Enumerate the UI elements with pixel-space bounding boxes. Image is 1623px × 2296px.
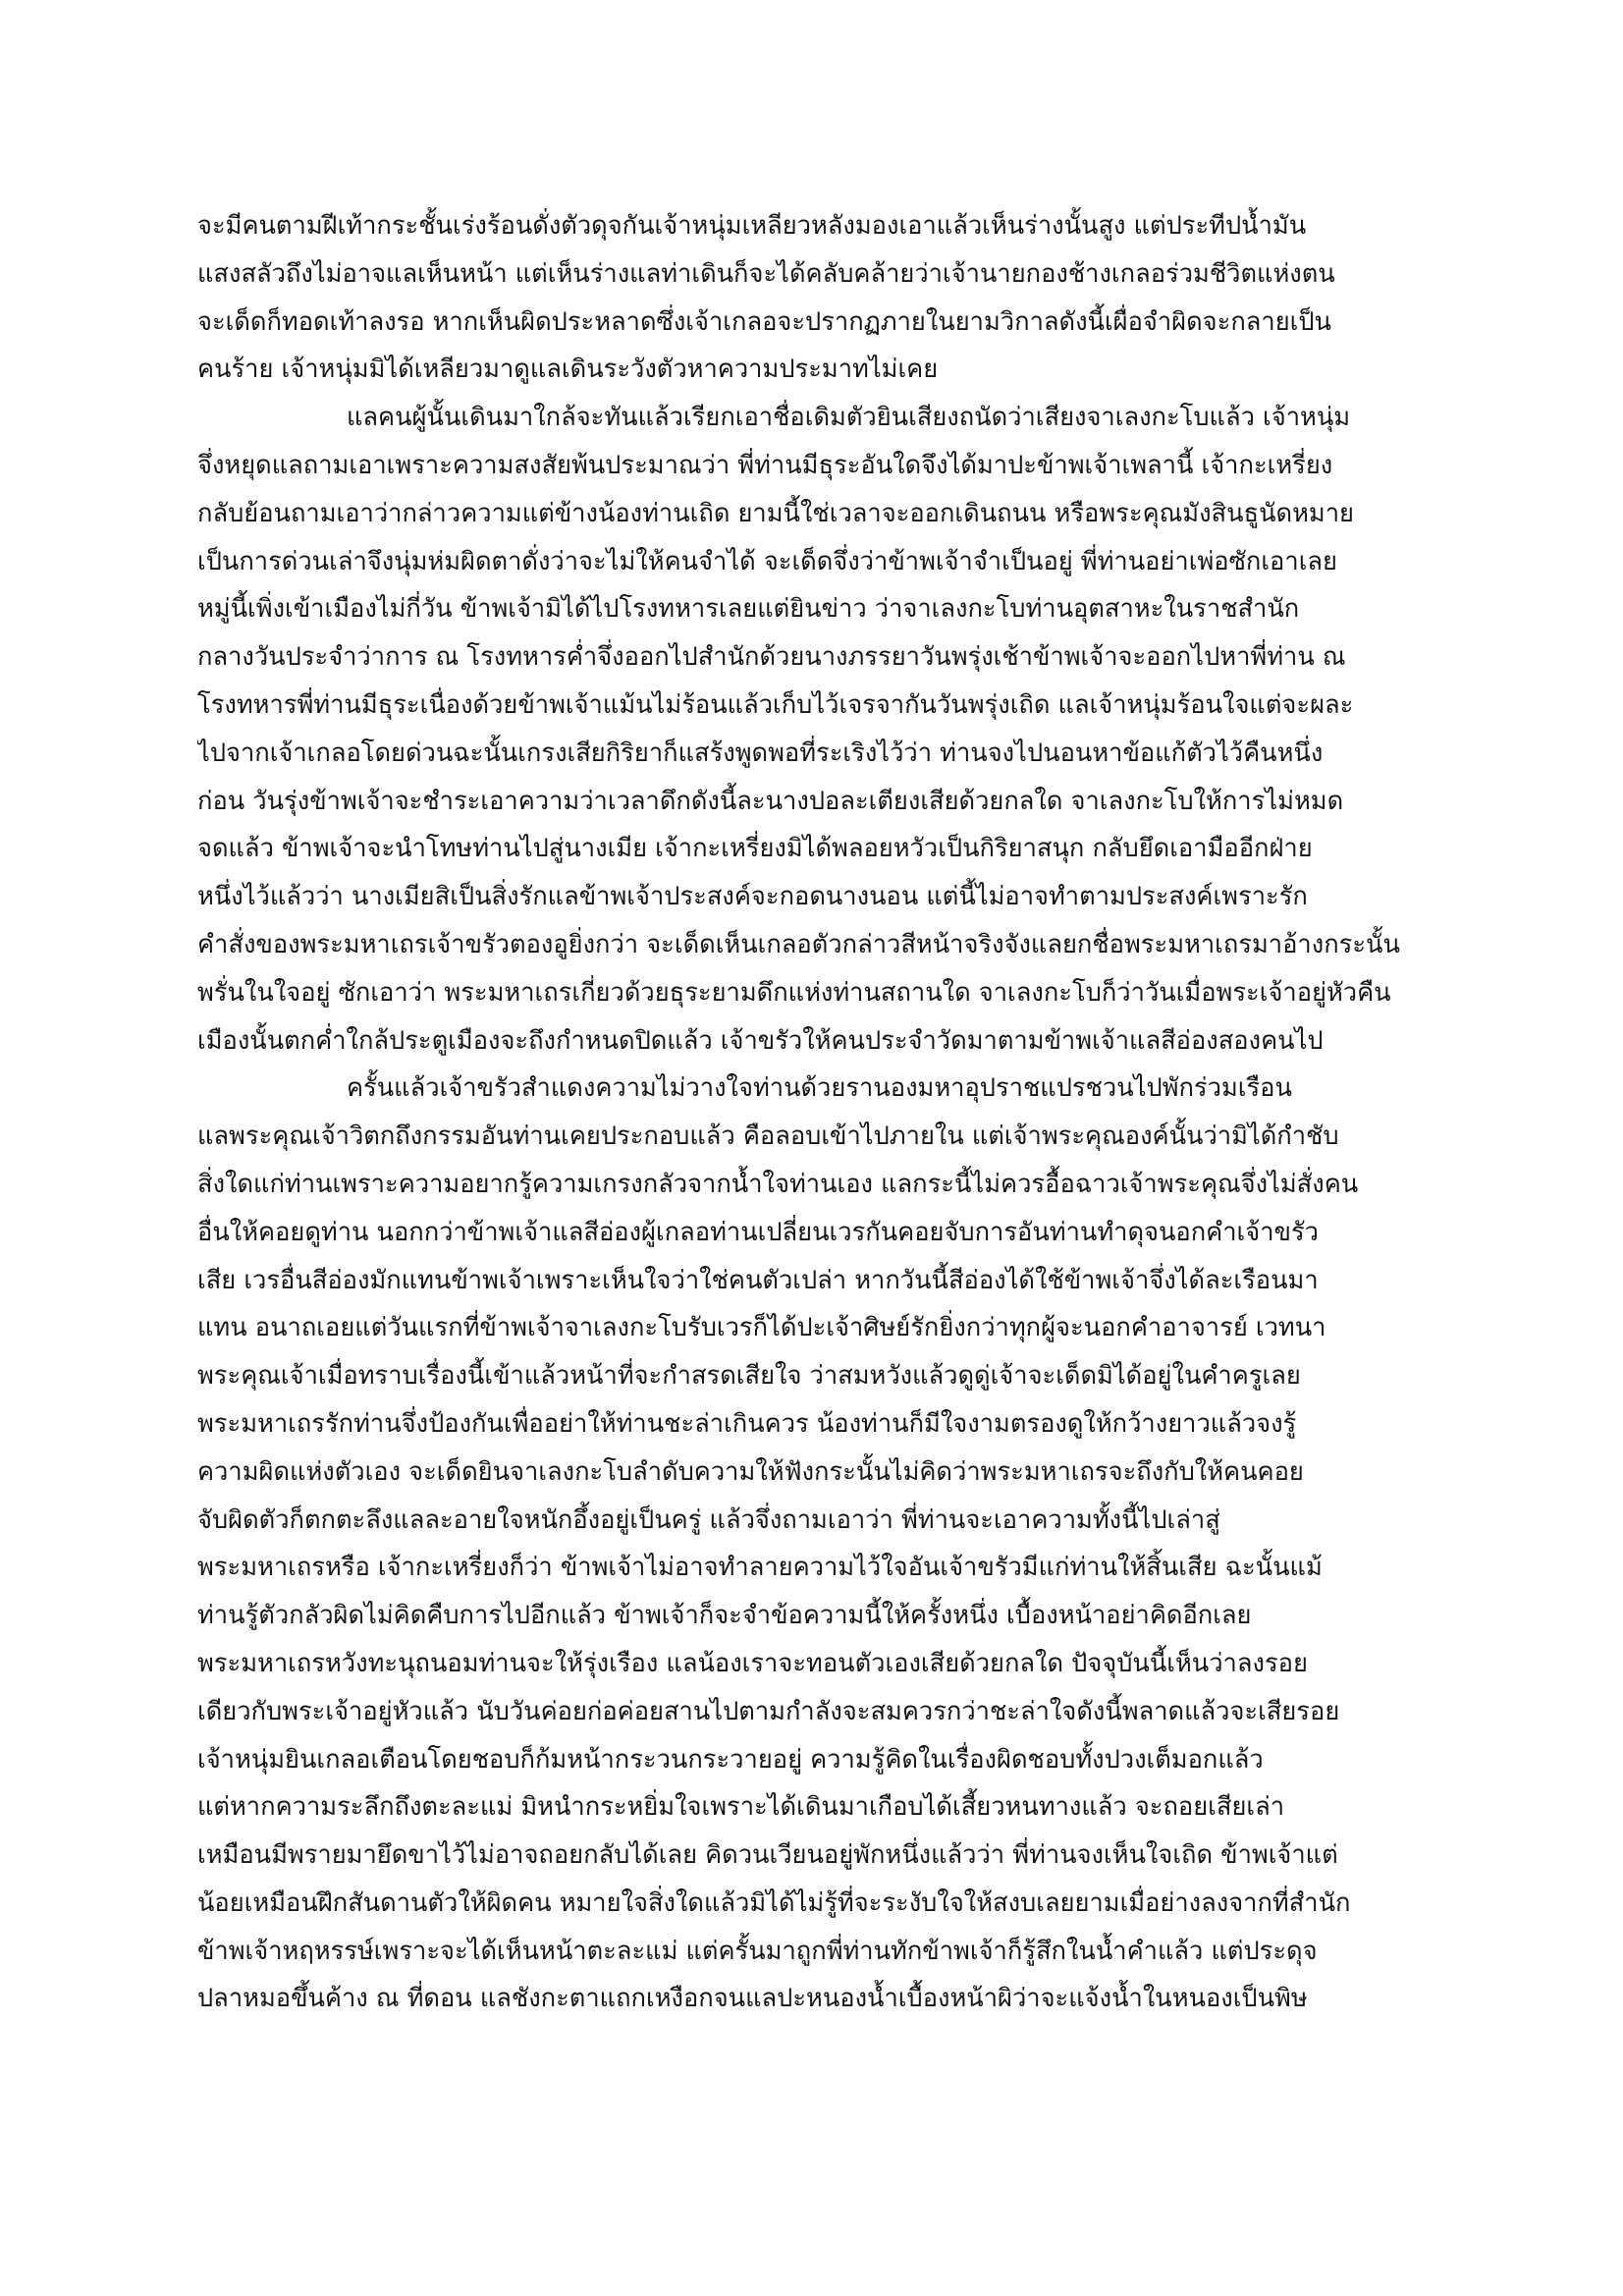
text-line: ความผิดแห่งตัวเอง จะเด็ดยินจาเลงกะโบลำดับความให้ฟังกระนั้นไม่คิดว่าพระมหาเถรจะถึงกับให้คนคอย (197, 1456, 1304, 1487)
text-line: ท่านรู้ตัวกลัวผิดไม่คิดคืบการไปอีกแล้ว ข้าพเจ้าก็จะจำข้อความนี้ให้ครั้งหนึ่ง เบื้องหน้าอย่าคิดอีกเลย (197, 1601, 1252, 1631)
text-line: จดแล้ว ข้าพเจ้าจะนำโทษท่านไปสู่นางเมีย เจ้ากะเหรี่ยงมิได้พลอยหวัวเป็นกิริยาสนุก กลับยึดเอามืออีกฝ่าย (197, 834, 1313, 864)
text-line: จึ่งหยุดแลถามเอาเพราะความสงสัยพ้นประมาณว่า พี่ท่านมีธุระอันใดจึงได้มาปะข้าพเจ้าเพลานี้ เจ้ากะเหรี่ยง (197, 450, 1333, 480)
text-line: น้อยเหมือนฝึกสันดานตัวให้ผิดคน หมายใจสิ่งใดแล้วมิได้ไม่รู้ที่จะระงับใจให้สงบเลยยามเมื่อย่างลงจากที่สำนัก (197, 1887, 1351, 1918)
text-line: คนร้าย เจ้าหนุ่มมิได้เหลียวมาดูแลเดินระวังตัวหาความประมาทไม่เคย (197, 355, 939, 385)
text-line: เมืองนั้นตกค่ำใกล้ประตูเมืองจะถึงกำหนดปิดแล้ว เจ้าขรัวให้คนประจำวัดมาตามข้าพเจ้าแลสีอ่องสองคนไป (197, 1025, 1324, 1056)
text-line: เหมือนมีพรายมายึดขาไว้ไม่อาจถอยกลับได้เลย คิดวนเวียนอยู่พักหนึ่งแล้วว่า พี่ท่านจงเห็นใจเถิด ข้าพเจ้าแต่ (197, 1840, 1338, 1871)
text-line: ข้าพเจ้าหฤหรรษ์เพราะจะได้เห็นหน้าตะละแม่ แต่ครั้นมาถูกพี่ท่านทักข้าพเจ้าก็รู้สึกในน้ำคำแล้ว แต่ประดุจ (197, 1936, 1318, 1966)
text-line: แทน อนาถเอยแต่วันแรกที่ข้าพเจ้าจาเลงกะโบรับเวรก็ได้ปะเจ้าศิษย์รักยิ่งกว่าทุกผู้จะนอกคำอาจารย์ เวทนา (197, 1313, 1326, 1343)
text-line: จับผิดตัวก็ตกตะลึงแลละอายใจหนักอึ้งอยู่เป็นครู่ แล้วจึ่งถามเอาว่า พี่ท่านจะเอาความทั้งนี้ไปเล่าสู่ (197, 1504, 1220, 1535)
text-line: กลางวันประจำว่าการ ณ โรงทหารค่ำจึ่งออกไปสำนักด้วยนางภรรยาวันพรุ่งเช้าข้าพเจ้าจะออกไปหาพี่ท่าน ณ (197, 642, 1346, 673)
text-line: อื่นให้คอยดูท่าน นอกกว่าข้าพเจ้าแลสีอ่องผู้เกลอท่านเปลี่ยนเวรกันคอยจับการอันท่านทำดุจนอกคำเจ้าขรัว (197, 1217, 1319, 1247)
text-line: ปลาหมอขึ้นค้าง ณ ที่ดอน แลชังกะตาแถกเหงือกจนแลปะหนองน้ำเบื้องหน้าผิว่าจะแจ้งน้ำในหนองเป็นพิษ (197, 1984, 1308, 2014)
text-line: หนึ่งไว้แล้วว่า นางเมียสิเป็นสิ่งรักแลข้าพเจ้าประสงค์จะกอดนางนอน แต่นี้ไม่อาจทำตามประสงค์เพราะรัก (197, 882, 1308, 912)
text-line: หมู่นี้เพิ่งเข้าเมืองไม่กี่วัน ข้าพเจ้ามิได้ไปโรงทหารเลยแต่ยินข่าว ว่าจาเลงกะโบท่านอุตสาหะในราชสำนัก (197, 594, 1300, 625)
text-line: แลพระคุณเจ้าวิตกถึงกรรมอันท่านเคยประกอบแล้ว คือลอบเข้าไปภายใน แต่เจ้าพระคุณองค์นั้นว่ามิได้กำชับ (197, 1121, 1339, 1152)
text-line: สิ่งใดแก่ท่านเพราะความอยากรู้ความเกรงกลัวจากน้ำใจท่านเอง แลกระนี้ไม่ควรอื้อฉาวเจ้าพระคุณจึ่งไม่สั่งคน (197, 1169, 1359, 1199)
text-line: เป็นการด่วนเล่าจึงนุ่มห่มผิดตาดั่งว่าจะไม่ให้คนจำได้ จะเด็ดจึ่งว่าข้าพเจ้าจำเป็นอยู่ พี่ท่านอย่าเพ่อซักเอาเลย (197, 546, 1337, 576)
text-line: กลับย้อนถามเอาว่ากล่าวความแต่ข้างน้องท่านเถิด ยามนี้ใช่เวลาจะออกเดินถนน หรือพระคุณมังสินธูนัดหมาย (197, 498, 1354, 528)
text-line: โรงทหารพี่ท่านมีธุระเนื่องด้วยข้าพเจ้าแม้นไม่ร้อนแล้วเก็บไว้เจรจากันวันพรุ่งเถิด แลเจ้าหนุ่มร้อนใจแต่จะผละ (197, 689, 1354, 720)
text-line: เดียวกับพระเจ้าอยู่หัวแล้ว นับวันค่อยก่อค่อยสานไปตามกำลังจะสมควรกว่าชะล่าใจดังนี้พลาดแล้วจะเสียรอย (197, 1696, 1340, 1726)
text-line: แต่หากความระลึกถึงตะละแม่ มิหนำกระหยิ่มใจเพราะได้เดินมาเกือบได้เสี้ยวหนทางแล้ว จะถอยเสียเล่า (197, 1792, 1285, 1823)
text-line: จะเด็ดก็ทอดเท้าลงรอ หากเห็นผิดประหลาดซึ่งเจ้าเกลอจะปรากฏภายในยามวิกาลดังนี้เผื่อจำผิดจะกลายเป็น (197, 306, 1331, 337)
text-line: ก่อน วันรุ่งข้าพเจ้าจะชำระเอาความว่าเวลาดึกดังนี้ละนางปอละเตียงเสียด้วยกลใด จาเลงกะโบให้การไม่หมด (197, 786, 1344, 816)
text-line: พระมหาเถรหวังทะนุถนอมท่านจะให้รุ่งเรือง แลน้องเราจะทอนตัวเองเสียด้วยกลใด ปัจจุบันนี้เห็นว่าลงรอย (197, 1648, 1308, 1678)
text-line: พรั่นในใจอยู่ ซักเอาว่า พระมหาเถรเกี่ยวด้วยธุระยามดึกแห่งท่านสถานใด จาเลงกะโบก็ว่าวันเมื่อพระเจ้าอยู่หัวคืน (197, 977, 1391, 1008)
text-line: เจ้าหนุ่มยินเกลอเตือนโดยชอบก็ก้มหน้ากระวนกระวายอยู่ ความรู้คิดในเรื่องผิดชอบทั้งปวงเต็มอกแล้ว (197, 1744, 1264, 1775)
text-line: เสีย เวรอื่นสีอ่องมักแทนข้าพเจ้าเพราะเห็นใจว่าใช่คนตัวเปล่า หากวันนี้สีอ่องได้ใช้ข้าพเจ้าจึ่งได้ละเรือนมา (197, 1265, 1319, 1295)
text-line: พระมหาเถรรักท่านจึ่งป้องกันเพื่ออย่าให้ท่านชะล่าเกินควร น้องท่านก็มีใจงามตรองดูให้กว้างยาวแล้วจงรู้ (197, 1408, 1297, 1439)
paragraph-first-line: ครั้นแล้วเจ้าขรัวสำแดงความไม่วางใจท่านด้วยรานองมหาอุปราชแปรชวนไปพักร่วมเรือน (347, 1073, 1292, 1104)
text-line: แสงสลัวถึงไม่อาจแลเห็นหน้า แต่เห็นร่างแลท่าเดินก็จะได้คลับคล้ายว่าเจ้านายกองช้างเกลอร่วมชีวิตแห่งตน (197, 258, 1335, 289)
text-line: ไปจากเจ้าเกลอโดยด่วนฉะนั้นเกรงเสียกิริยาก็แสร้งพูดพอที่ระเริงไว้ว่า ท่านจงไปนอนหาข้อแก้ตัวไว้คืนหนึ่ง (197, 738, 1324, 768)
text-line: พระคุณเจ้าเมื่อทราบเรื่องนี้เข้าแล้วหน้าที่จะกำสรดเสียใจ ว่าสมหวังแล้วดูดู่เจ้าจะเด็ดมิได้อยู่ในคำครูเลย (197, 1361, 1301, 1392)
body-text (197, 202, 1436, 2023)
text-line: พระมหาเถรหรือ เจ้ากะเหรี่ยงก็ว่า ข้าพเจ้าไม่อาจทำลายความไว้ใจอันเจ้าขรัวมีแก่ท่านให้สิ้นเสีย ฉะนั้นแม้ (197, 1553, 1323, 1583)
text-line: จะมีคนตามฝีเท้ากระชั้นเร่งร้อนดั่งตัวดุจกันเจ้าหนุ่มเหลียวหลังมองเอาแล้วเห็นร่างนั้นสูง แต่ประทีปน้ำมัน (197, 211, 1307, 241)
text-line: คำสั่งของพระมหาเถรเจ้าขรัวตองอูยิ่งกว่า จะเด็ดเห็นเกลอตัวกล่าวสีหน้าจริงจังแลยกชื่อพระมหาเถรมาอ้างกระนั้น (197, 929, 1400, 959)
paragraph-first-line: แลคนผู้นั้นเดินมาใกล้จะทันแล้วเรียกเอาชื่อเดิมตัวยินเสียงถนัดว่าเสียงจาเลงกะโบแล้ว เจ้าหนุ่ม (347, 403, 1351, 433)
